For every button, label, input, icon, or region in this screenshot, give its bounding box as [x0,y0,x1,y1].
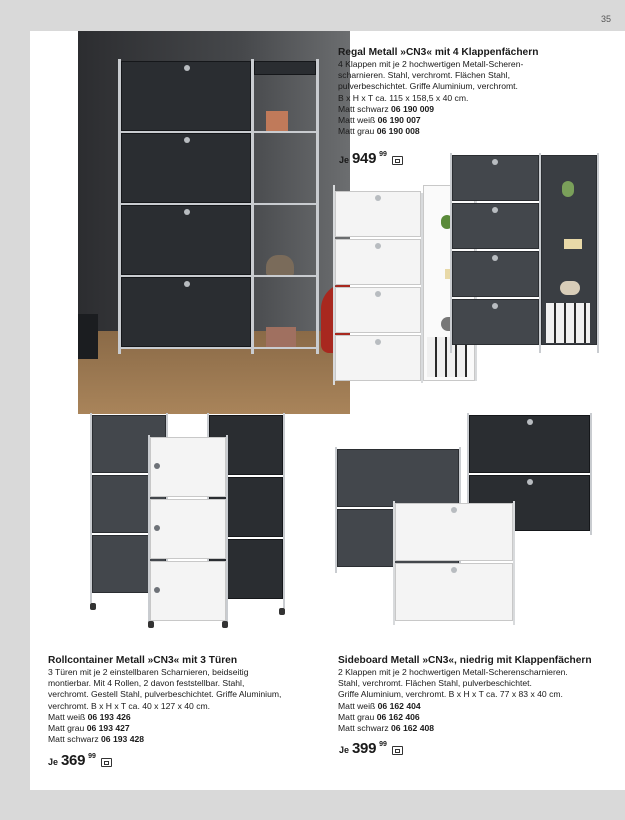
regal-line-2: scharnieren. Stahl, verchromt. Flächen Stahl, [338,70,510,81]
regal-price-value: 949 [352,150,377,167]
sideboard-variant-1: Matt weiß 06 162 404 [338,700,421,711]
sideboard-line-2: Stahl, verchromt. Flächen Stahl, pulverbeschichtet. [338,678,532,689]
black-regal-image [118,59,328,354]
store-pickup-icon [101,758,112,767]
regal-line-3: pulverbeschichtet. Griffe Aluminium, verchromt. [338,81,518,92]
regal-line-1: 4 Klappen mit je 2 hochwertigen Metall-Scheren- [338,59,524,69]
store-pickup-icon [392,156,403,165]
sideboard-line-1: 2 Klappen mit je 2 hochwertigen Metall-Scherenscharnieren. [338,667,568,677]
sideboard-variant-3: Matt schwarz 06 162 408 [338,723,435,734]
rollcontainer-line-1: 3 Türen mit je 2 einstellbaren Scharnieren, beidseitig [48,667,249,677]
sideboard-images [335,413,597,623]
rollcontainer-variant-3: Matt schwarz 06 193 428 [48,734,145,745]
regal-line-4: B x H x T ca. 115 x 158,5 x 40 cm. [338,92,469,103]
rollcontainer-variant-1: Matt weiß 06 193 426 [48,711,131,722]
rollcontainer-price-cents: 99 [88,753,96,760]
regal-description [338,46,618,137]
bowl-decor [266,255,294,275]
rollcontainer-line-3: verchromt. Gestell Stahl, pulverbeschichtet. Griffe Aluminium, [48,689,282,700]
photo-dark-object [78,314,98,359]
box-decor-2 [564,239,582,249]
sideboard-price: Je 399 99 [339,740,403,757]
stacked-books-decor [266,327,296,347]
regal-price: Je 949 99 [339,150,403,167]
grey-regal-image [450,153,600,353]
rollcontainer-line-4: verchromt. B x H x T ca. 40 x 127 x 40 cm. [48,700,211,711]
regal-variant-1: Matt schwarz 06 190 009 [338,103,435,114]
page-number: 35 [600,14,611,24]
rollcontainer-images [90,413,290,623]
plant-decor-2 [562,181,574,197]
rollcontainer-variant-2: Matt grau 06 193 427 [48,723,130,734]
rollcontainer-price-value: 369 [61,752,86,769]
store-pickup-icon [392,746,403,755]
binders-decor-2 [546,303,590,343]
sideboard-line-3: Griffe Aluminium, verchromt. B x H x T ca. 77 x 83 x 40 cm. [338,689,563,700]
rollcontainer-title: Rollcontainer Metall »CN3« mit 3 Türen [48,655,238,666]
sideboard-description [338,654,623,734]
sideboard-price-value: 399 [352,740,377,757]
regal-title: Regal Metall »CN3« mit 4 Klappenfächern [338,47,539,58]
rollcontainer-description [48,654,328,745]
sideboard-variant-2: Matt grau 06 162 406 [338,711,420,722]
sideboard-title: Sideboard Metall »CN3«, niedrig mit Klappenfächern [338,655,592,666]
books-decor [266,111,288,131]
regal-price-cents: 99 [379,151,387,158]
regal-lifestyle-photo [78,31,350,414]
sideboard-price-cents: 99 [379,741,387,748]
rollcontainer-line-2: montierbar. Mit 4 Rollen, 2 davon feststellbar. Stahl, [48,678,245,689]
rollcontainer-price: Je 369 99 [48,752,112,769]
regal-variant-3: Matt grau 06 190 008 [338,126,420,137]
catalog-sheet [30,31,625,790]
regal-variant-2: Matt weiß 06 190 007 [338,115,421,126]
vase-decor-2 [560,281,580,295]
